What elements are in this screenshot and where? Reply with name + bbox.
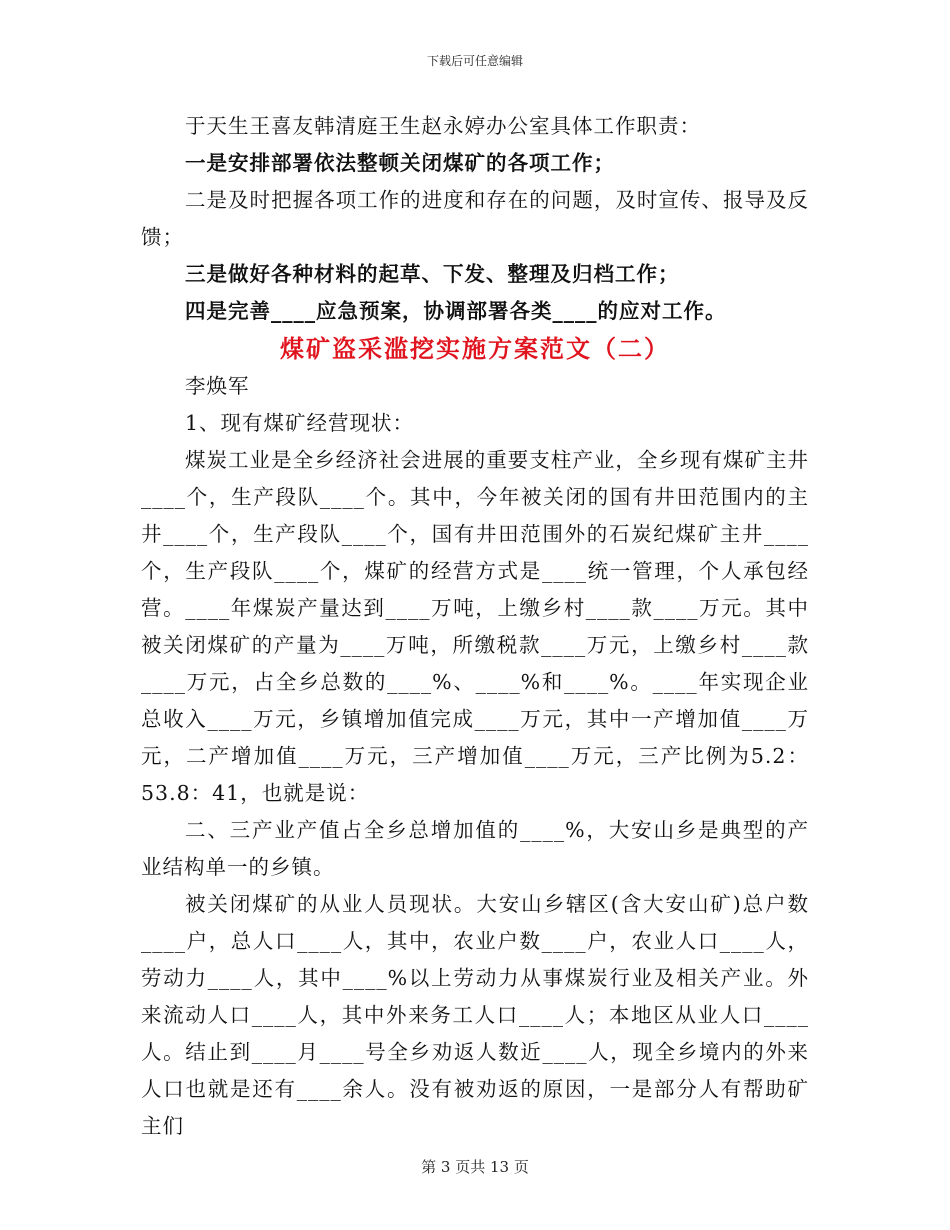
section-title: 煤矿盗采滥挖实施方案范文（二） — [280, 334, 670, 363]
paragraph-duty-four: 四是完善____应急预案，协调部署各类____的应对工作。 — [185, 299, 727, 323]
page-footer: 第 3 页共 13 页 — [421, 1158, 529, 1176]
section-heading-status: 1、现有煤矿经营现状： — [185, 411, 415, 435]
document-body — [141, 108, 809, 1145]
paragraph-duty-one: 一是安排部署依法整顿关闭煤矿的各项工作； — [185, 151, 615, 175]
paragraph-industry-structure: 二、三产业产值占全乡总增加值的____%，大安山乡是典型的产业结构单一的乡镇。 — [141, 818, 809, 879]
paragraph-duty-three: 三是做好各种材料的起草、下发、整理及归档工作； — [185, 262, 680, 286]
paragraph-coal-industry: 煤炭工业是全乡经济社会进展的重要支柱产业，全乡现有煤矿主井____个，生产段队____个。其中，今年被关闭的国有井田范围内的主井____个，生产段队____个，国有井田范围外的石炭纪煤矿主井____个，生产段队____个，煤矿的经营方式是____统一管理，个人承包经营。____年煤炭产量达到____万吨，上缴乡村____款____万元。其中被关闭煤矿的产量为____万吨，所缴税款____万元，上缴乡村____款____万元，占全乡总数的____%、____%和____%。____年实现企业总收入____万元，乡镇增加值完成____万元，其中一产增加值____万元，二产增加值____万元，三产增加值____万元，三产比例为5.2：53.8：41，也就是说： — [141, 448, 809, 805]
page-header: 下载后可任意编辑 — [426, 54, 523, 68]
author-name: 李焕军 — [185, 374, 250, 398]
paragraph-employment: 被关闭煤矿的从业人员现状。大安山乡辖区(含大安山矿)总户数____户，总人口____人，其中，农业户数____户，农业人口____人，劳动力____人，其中____%以上劳动力从事煤炭行业及相关产业。外来流动人口____人，其中外来务工人口____人；本地区从业人口____人。结止到____月____号全乡劝返人数近____人，现全乡境内的外来人口也就是还有____余人。没有被劝返的原因，一是部分人有帮助矿主们 — [141, 892, 809, 1138]
paragraph-duty-two: 二是及时把握各项工作的进度和存在的问题，及时宣传、报导及反馈； — [141, 188, 809, 249]
paragraph-staff-duties: 于天生王喜友韩清庭王生赵永婷办公室具体工作职责： — [185, 114, 701, 138]
